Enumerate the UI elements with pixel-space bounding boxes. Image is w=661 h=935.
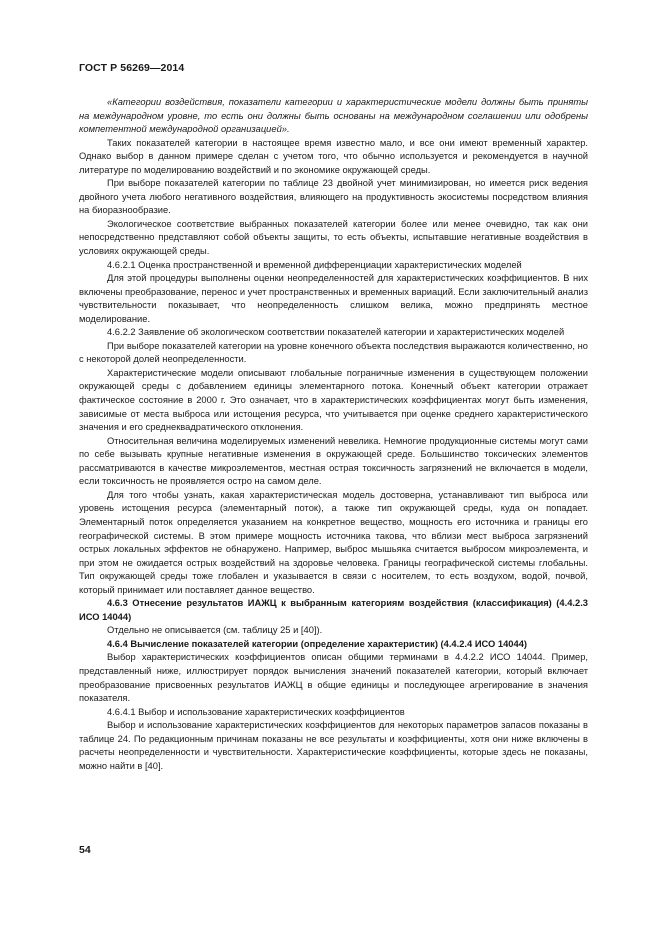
section-heading: 4.6.4.1 Выбор и использование характеристических коэффициентов bbox=[107, 706, 405, 717]
paragraph: При выборе показателей категории на уровне конечного объекта последствия выражаются количественно, но с некоторой долей неопределенности. bbox=[79, 340, 588, 365]
section-heading: 4.6.3 Отнесение результатов ИАЖЦ к выбранным категориям воздействия (классификация) (4.4.2.3 ИСО 14044) bbox=[79, 598, 588, 622]
section-heading: 4.6.2.2 Заявление об экологическом соответствии показателей категории и характеристических моделей bbox=[107, 327, 565, 338]
paragraph: При выборе показателей категории по таблице 23 двойной учет минимизирован, но имеется риск ведения двойного учета любого негативного воздействия, влияющего на продуктивность экосистемы посредством влияния на биоразнообразие. bbox=[79, 178, 588, 216]
paragraph: Для того чтобы узнать, какая характеристическая модель достоверна, устанавливают тип выброса или уровень истощения ресурса (элементарный поток), а также тип окружающей среды, куда он попадает. Элементарный поток определяется указанием на конкретное вещество, мощность его источника и границы его географической системы. В этом примере мощность источника такова, что вблизи мест выброса загрязнений острых локальных эффектов не обнаружено. Например, выброс мышьяка считается выбросом микроэлемента, и при этом не ожидается острых воздействий на здоровье человека. Границы географической системы глобальны. Тип окружающей среды тоже глобален и указывается в связи с носителем, то есть воздухом, водой, почвой, который принимает или поставляет данное вещество. bbox=[79, 489, 588, 595]
paragraph: Таких показателей категории в настоящее время известно мало, и все они имеют временный характер. Однако выбор в данном примере сделан с учетом того, что обычно используется и рекомендуется в научной литературе по моделированию воздействий и по экономике окружающей среды. bbox=[79, 137, 588, 175]
section-heading: 4.6.2.1 Оценка пространственной и временной дифференциации характеристических моделей bbox=[107, 259, 522, 270]
document-body bbox=[79, 96, 588, 773]
paragraph: Выбор характеристических коэффициентов описан общими терминами в 4.4.2.2 ИСО 14044. Пример, представленный ниже, иллюстрирует порядок вычисления значений показателей категории, который включает преобразование присвоенных результатов ИАЖЦ в общие единицы и последующее агрегирование в значения показателя. bbox=[79, 652, 588, 704]
paragraph: Экологическое соответствие выбранных показателей категории более или менее очевидно, так как они непосредственно представляют собой объекты защиты, то есть объекты, испытавшие негативные воздействия в условиях окружающей среды. bbox=[79, 218, 588, 257]
paragraph: «Категории воздействия, показатели категории и характеристические модели должны быть приняты на международном уровне, то есть они должны быть основаны на международном соглашении или одобрены компетентной международной организацией». bbox=[79, 97, 588, 135]
page-number: 54 bbox=[79, 844, 91, 856]
paragraph: Относительная величина моделируемых изменений невелика. Немногие продукционные системы могут сами по себе вызывать крупные негативные изменения в окружающей среде. Большинство токсических элементов рассматриваются в качестве микроэлементов, местная острая токсичность загрязнений не включается в модели, если токсичность не проявляется остро на самом деле. bbox=[79, 435, 588, 487]
paragraph: Отдельно не описывается (см. таблицу 25 и [40]). bbox=[107, 625, 323, 636]
section-heading: 4.6.4 Вычисление показателей категории (определение характеристик) (4.4.2.4 ИСО 14044) bbox=[107, 638, 528, 649]
paragraph: Выбор и использование характеристических коэффициентов для некоторых параметров запасов показаны в таблице 24. По редакционным причинам показаны не все результаты и коэффициенты, хотя они ниже включены в расчеты неопределенности и чувствительности. Характеристические коэффициенты, которые здесь не показаны, можно найти в [40]. bbox=[79, 720, 588, 771]
document-header: ГОСТ Р 56269—2014 bbox=[79, 62, 185, 74]
paragraph: Характеристические модели описывают глобальные пограничные изменения в существующем положении окружающей среды с добавлением единицы элементарного потока. Конечный объект категории отражает фактическое состояние в 2000 г. Это означает, что в характеристических коэффициентах могут быть изменения, зависимые от места выброса или истощения ресурса, что учитывается при оценке среднего характеристического значения и его среднеквадратического отклонения. bbox=[79, 367, 588, 433]
paragraph: Для этой процедуры выполнены оценки неопределенностей для характеристических коэффициентов. В них включены преобразование, перенос и учет пространственных и временных вариаций. Если заключительный анализ чувствительности показывает, что неопределенность слишком велика, можно предпринять местное моделирование. bbox=[79, 273, 588, 324]
